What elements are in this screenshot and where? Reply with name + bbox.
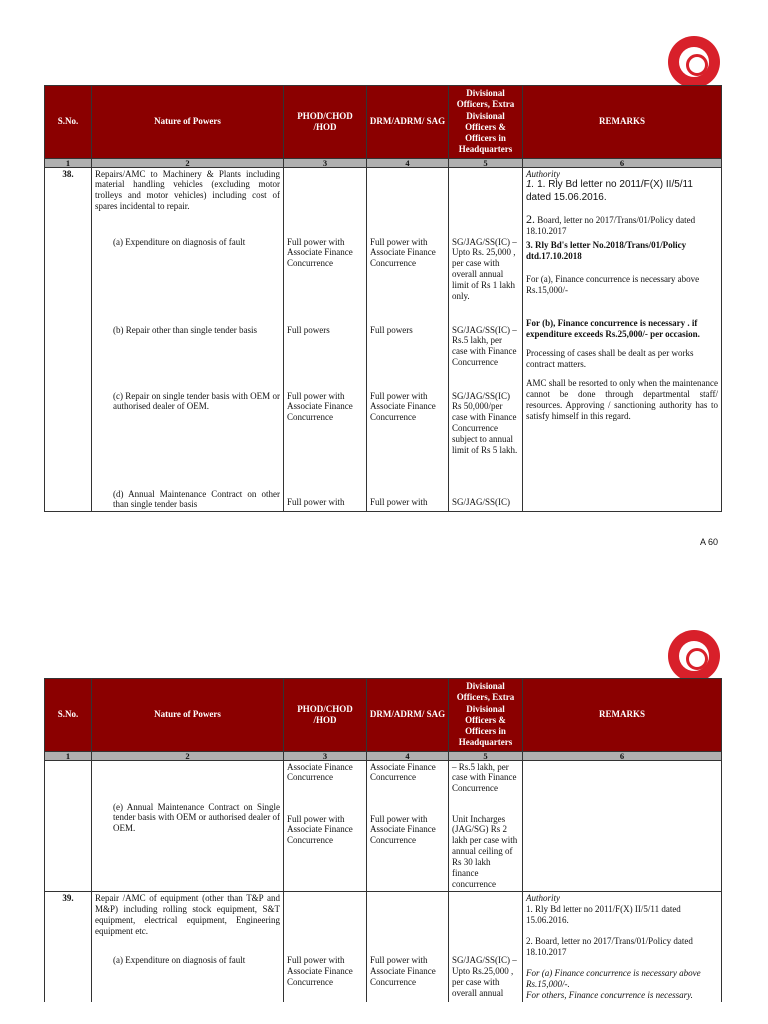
div-power-e: Unit Incharges (JAG/SG) Rs 2 lakh per case with annual ceiling of Rs 30 lakh finance concurrence — [452, 813, 518, 890]
column-number: 4 — [367, 158, 449, 167]
column-number: 4 — [367, 751, 449, 760]
item-description: Repairs/AMC to Machinery & Plants including material handling vehicles (excluding motor trolleys and motor vehicles) including cost of spares incidental to repair. — [95, 168, 280, 212]
remarks-reference-2: 2. Board, letter no 2017/Trans/01/Policy dated 18.10.2017 — [526, 936, 693, 958]
phod-power-e: Full power with Associate Finance Concurrence — [287, 813, 353, 846]
div-power-continued: – Rs.5 lakh, per case with Finance Concurrence — [452, 761, 517, 794]
remarks-note-a: For (a), Finance concurrence is necessary above Rs.15,000/- — [526, 274, 700, 296]
div-power-b: SG/JAG/SS(IC) – Rs.5 lakh, per case with Finance Concurrence — [452, 324, 517, 368]
sub-item-a: (a) Expenditure on diagnosis of fault — [113, 955, 246, 966]
sub-item-e: (e) Annual Maintenance Contract on Single tender basis with OEM or authorised dealer of OEM. — [113, 801, 280, 834]
remarks-note-processing: Processing of cases shall be dealt as per works contract matters. — [526, 348, 694, 370]
table-header-row — [45, 86, 722, 159]
drm-power-c: Full power with Associate Finance Concurrence — [370, 390, 436, 423]
remarks-authority: Authority — [526, 893, 560, 904]
table-row-continued — [45, 760, 722, 892]
phod-power-a: Full power with Associate Finance Concurrence — [287, 236, 353, 269]
page-number: A 60 — [700, 537, 719, 547]
drm-power-continued: Associate Finance Concurrence — [370, 761, 436, 783]
powers-table-page-2 — [44, 678, 722, 1002]
sub-item-c: (c) Repair on single tender basis with OEM or authorised dealer of OEM. — [113, 390, 280, 412]
powers-table-page-1 — [44, 85, 722, 512]
header-sno: S.No. — [45, 679, 92, 752]
phod-powers-cell — [284, 167, 367, 512]
serial-number: 39. — [45, 892, 92, 1002]
remarks-cell — [523, 760, 722, 892]
header-nature: Nature of Powers — [92, 679, 284, 752]
phod-powers-cell — [284, 892, 367, 1002]
column-number: 2 — [92, 751, 284, 760]
divisional-powers-cell — [449, 167, 523, 512]
remarks-note-amc: AMC shall be resorted to only when the maintenance cannot be done through departmental staff/ resources. Approving / sanctioning authority has to satisfy himself in this regard. — [526, 378, 718, 422]
drm-power-d: Full power with — [370, 496, 428, 507]
sub-item-a: (a) Expenditure on diagnosis of fault — [113, 236, 246, 247]
column-number: 2 — [92, 158, 284, 167]
remarks-note-a: For (a) Finance concurrence is necessary above Rs.15,000/-. — [526, 968, 701, 990]
phod-power-b: Full powers — [287, 324, 330, 335]
phod-powers-cell — [284, 760, 367, 892]
drm-power-b: Full powers — [370, 324, 413, 335]
divisional-powers-cell — [449, 892, 523, 1002]
drm-power-a: Full power with Associate Finance Concurrence — [370, 236, 436, 269]
header-divisional: Divisional Officers, Extra Divisional Officers & Officers in Headquarters — [449, 679, 523, 752]
column-number: 1 — [45, 751, 92, 760]
column-number: 6 — [523, 751, 722, 760]
phod-power-a: Full power with Associate Finance Concurrence — [287, 955, 353, 988]
header-drm: DRM/ADRM/ SAG — [367, 86, 449, 159]
drm-power-e: Full power with Associate Finance Concurrence — [370, 813, 436, 846]
drm-power-a: Full power with Associate Finance Concurrence — [370, 955, 436, 988]
header-phod: PHOD/CHOD /HOD — [284, 86, 367, 159]
drm-powers-cell — [367, 760, 449, 892]
divisional-powers-cell — [449, 760, 523, 892]
drm-powers-cell — [367, 892, 449, 1002]
table-row-item-39 — [45, 892, 722, 1002]
column-number: 5 — [449, 158, 523, 167]
phod-power-c: Full power with Associate Finance Concurrence — [287, 390, 353, 423]
remarks-note-others: For others, Finance concurrence is necessary. — [526, 990, 693, 1001]
column-number: 5 — [449, 751, 523, 760]
indian-railways-logo — [668, 36, 720, 88]
remarks-reference-1: 1. 1. Rly Bd letter no 2011/F(X) II/5/11 dated 15.06.2016. — [526, 179, 693, 203]
column-number: 6 — [523, 158, 722, 167]
phod-power-d: Full power with — [287, 496, 345, 507]
phod-power-continued: Associate Finance Concurrence — [287, 761, 353, 783]
remarks-cell — [523, 167, 722, 512]
header-remarks: REMARKS — [523, 86, 722, 159]
remarks-reference-3: 3. Rly Bd's letter No.2018/Trans/01/Policy dtd.17.10.2018 — [526, 240, 687, 262]
header-remarks: REMARKS — [523, 679, 722, 752]
header-nature: Nature of Powers — [92, 86, 284, 159]
nature-of-powers-cell — [92, 760, 284, 892]
nature-of-powers-cell — [92, 167, 284, 512]
remarks-reference-2: 2. Board, letter no 2017/Trans/01/Policy dated 18.10.2017 — [526, 211, 696, 237]
sub-item-d: (d) Annual Maintenance Contract on other than single tender basis — [113, 488, 280, 510]
remarks-cell — [523, 892, 722, 1002]
column-number-row — [45, 751, 722, 760]
column-number-row — [45, 158, 722, 167]
header-divisional: Divisional Officers, Extra Divisional Officers & Officers in Headquarters — [449, 86, 523, 159]
drm-powers-cell — [367, 167, 449, 512]
header-phod: PHOD/CHOD /HOD — [284, 679, 367, 752]
remarks-note-b: For (b), Finance concurrence is necessary . if expenditure exceeds Rs.25,000/- per occasion. — [526, 318, 700, 340]
remarks-reference-1: 1. Rly Bd letter no 2011/F(X) II/5/11 dated 15.06.2016. — [526, 904, 681, 926]
column-number: 1 — [45, 158, 92, 167]
column-number: 3 — [284, 751, 367, 760]
column-number: 3 — [284, 158, 367, 167]
indian-railways-logo — [668, 630, 720, 682]
div-power-a: SG/JAG/SS(IC) – Upto Rs. 25,000 , per case with overall annual limit of Rs 1 lakh only. — [452, 236, 517, 302]
sub-item-b: (b) Repair other than single tender basis — [113, 324, 257, 335]
table-row-item-38 — [45, 167, 722, 512]
header-drm: DRM/ADRM/ SAG — [367, 679, 449, 752]
div-power-c: SG/JAG/SS(IC) Rs 50,000/per case with Finance Concurrence subject to annual limit of Rs 5 lakh. — [452, 390, 518, 456]
remarks-authority: Authority — [526, 168, 560, 179]
header-sno: S.No. — [45, 86, 92, 159]
nature-of-powers-cell — [92, 892, 284, 1002]
serial-number: 38. — [45, 167, 92, 512]
div-power-a: SG/JAG/SS(IC) – Upto Rs.25,000 , per case with overall annual — [452, 955, 517, 999]
item-description: Repair /AMC of equipment (other than T&P and M&P) including rolling stock equipment, S&T equipment, electrical equipment, Engineering equipment etc. — [95, 893, 280, 937]
div-power-d: SG/JAG/SS(IC) — [452, 496, 511, 507]
table-header-row — [45, 679, 722, 752]
